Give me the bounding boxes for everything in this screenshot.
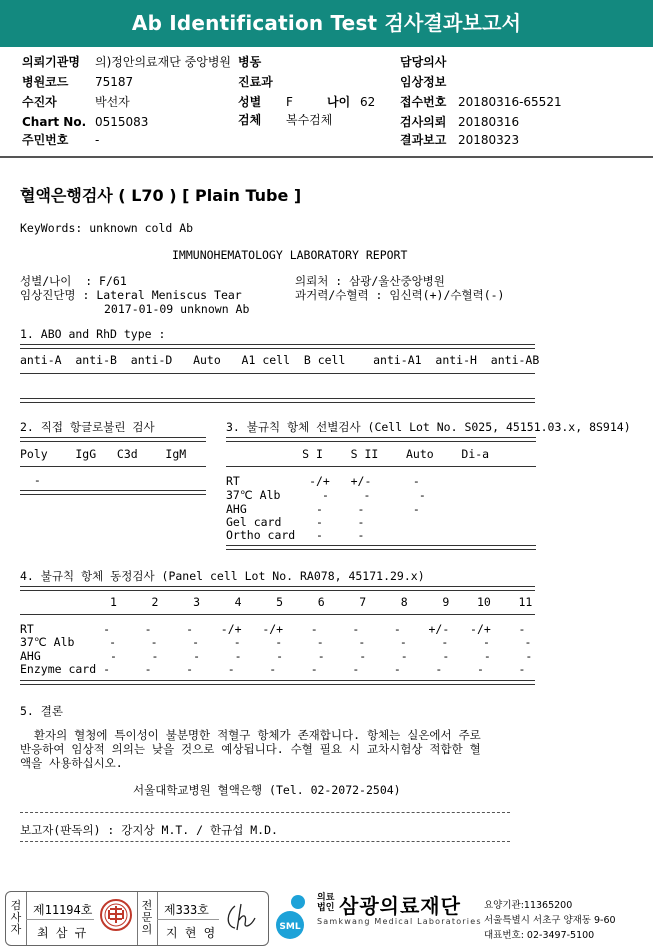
screen-row: 37℃ Alb - - - xyxy=(226,488,426,502)
screen-row: AHG - - - xyxy=(226,502,420,516)
reactivity-history: 과거력/수혈력 : 임신력(+)/수혈력(-) xyxy=(295,288,505,302)
brand-prefix: 의료 법인 xyxy=(317,893,335,913)
abo-top-rule xyxy=(20,344,535,349)
panel-top-rule xyxy=(20,586,535,591)
report-title: Ab Identification Test 검사결과보고서 xyxy=(0,0,653,47)
abo-bottom-rule xyxy=(20,398,535,403)
conclusion-line: 반응하여 임상적 의의는 낮을 것으로 예상됩니다. 수혈 필요 시 교차시험상 적합한 혈 xyxy=(20,742,481,756)
examiner-name: 최 삼 규 xyxy=(37,926,87,940)
conclusion-title: 5. 결론 xyxy=(20,704,63,718)
value-test-request: 20180316 xyxy=(458,115,520,129)
label-test-request: 검사의뢰 xyxy=(400,115,447,129)
doctor-license: 제333호 xyxy=(164,903,209,917)
doctor-label: 전 문 의 xyxy=(141,899,153,936)
lab-report-title: IMMUNOHEMATOLOGY LABORATORY REPORT xyxy=(172,248,408,262)
label-ward: 병동 xyxy=(238,55,262,69)
svg-text:SML: SML xyxy=(279,922,301,932)
value-age: 62 xyxy=(360,95,376,109)
client: 의뢰처 : 삼광/울산중앙병원 xyxy=(295,274,445,288)
examiner-seal xyxy=(99,898,133,932)
dat-bottom-rule xyxy=(20,490,206,495)
examiner-label: 검 사 자 xyxy=(10,899,22,936)
value-sex: F xyxy=(286,95,293,109)
label-resident-no: 주민번호 xyxy=(22,133,69,147)
dat-top-rule xyxy=(20,437,206,442)
header-divider xyxy=(0,156,653,158)
brand-phone: 대표번호: 02-3497-5100 xyxy=(484,930,595,941)
label-sex: 성별 xyxy=(238,95,262,109)
abo-mid-rule xyxy=(20,373,535,374)
diagnosis: 임상진단명 : Lateral Meniscus Tear xyxy=(20,288,242,302)
screen-mid-rule xyxy=(226,466,536,467)
diagnosis-line2: 2017-01-09 unknown Ab xyxy=(104,302,250,316)
sex-age: 성별/나이 : F/61 xyxy=(20,274,127,288)
panel-row: Enzyme card - - - - - - - - - - - xyxy=(20,662,526,676)
reporter-bottom-rule xyxy=(20,841,510,842)
value-hospital-code: 75187 xyxy=(95,75,134,89)
signature-row-divider xyxy=(26,919,94,920)
screen-headers: S I S II Auto Di-a xyxy=(226,447,490,461)
value-chart-no: 0515083 xyxy=(95,115,149,129)
value-patient: 박선자 xyxy=(95,95,130,109)
panel-row: RT - - - -/+ -/+ - - - +/- -/+ - xyxy=(20,622,526,636)
abo-headers: anti-A anti-B anti-D Auto A1 cell B cell anti-A1 anti-H anti-AB xyxy=(20,353,540,367)
section-title: 혈액은행검사 ( L70 ) [ Plain Tube ] xyxy=(20,186,302,205)
brand-name: 삼광의료재단 xyxy=(339,894,461,918)
value-receipt-no: 20180316-65521 xyxy=(458,95,562,109)
brand-address: 서울특별시 서초구 양재동 9-60 xyxy=(484,915,616,926)
label-department: 진료과 xyxy=(238,75,273,89)
label-doctor: 담당의사 xyxy=(400,55,447,69)
doctor-signature xyxy=(221,900,261,936)
license-number: 요양기관:11365200 xyxy=(484,900,573,911)
label-chart-no: Chart No. xyxy=(22,115,87,129)
keywords: KeyWords: unknown cold Ab xyxy=(20,221,194,235)
screen-row: RT -/+ +/- - xyxy=(226,474,420,488)
value-specimen: 복수검체 xyxy=(286,113,333,127)
screen-title: 3. 불규칙 항체 선별검사 (Cell Lot No. S025, 45151.03.x, 8S914) xyxy=(226,420,631,434)
label-clinical-info: 임상정보 xyxy=(400,75,447,89)
signature-row-divider xyxy=(157,919,219,920)
label-receipt-no: 접수번호 xyxy=(400,95,447,109)
panel-headers: 1 2 3 4 5 6 7 8 9 10 11 xyxy=(20,595,533,609)
conclusion-line: 환자의 혈청에 특이성이 불분명한 적혈구 항체가 존재합니다. 항체는 실온에서 주로 xyxy=(20,728,481,742)
value-result-report: 20180323 xyxy=(458,133,520,147)
panel-row: 37℃ Alb - - - - - - - - - - - xyxy=(20,635,532,649)
label-specimen: 검체 xyxy=(238,113,262,127)
abo-title: 1. ABO and RhD type : xyxy=(20,327,166,341)
signature-divider xyxy=(137,892,138,945)
reporter-top-rule xyxy=(20,812,510,813)
dat-mid-rule xyxy=(20,466,206,467)
screen-bottom-rule xyxy=(226,545,536,550)
sml-logo-icon xyxy=(270,892,312,940)
value-resident-no: - xyxy=(95,133,100,147)
panel-title: 4. 불규칙 항체 동정검사 (Panel cell Lot No. RA078, 45171.29.x) xyxy=(20,569,425,583)
dat-values: - xyxy=(20,473,41,487)
label-requesting-org: 의뢰기관명 xyxy=(22,55,80,69)
screen-row: Gel card - - xyxy=(226,515,365,529)
label-hospital-code: 병원코드 xyxy=(22,75,69,89)
panel-row: AHG - - - - - - - - - - - xyxy=(20,649,533,663)
doctor-name: 지 현 영 xyxy=(166,926,216,940)
dat-headers: Poly IgG C3d IgM xyxy=(20,447,187,461)
dat-title: 2. 직접 항글로불린 검사 xyxy=(20,420,155,434)
panel-bottom-rule xyxy=(20,680,535,685)
reporter: 보고자(판독의) : 강지상 M.T. / 한규섭 M.D. xyxy=(20,823,278,837)
screen-top-rule xyxy=(226,437,536,442)
hospital-contact: 서울대학교병원 혈액은행 (Tel. 02-2072-2504) xyxy=(133,783,401,797)
screen-row: Ortho card - - xyxy=(226,528,365,542)
signature-box xyxy=(5,891,269,946)
conclusion-line: 액을 사용하십시오. xyxy=(20,756,123,770)
brand-english: Samkwang Medical Laboratories xyxy=(317,917,482,926)
examiner-license: 제11194호 xyxy=(33,903,93,917)
label-result-report: 결과보고 xyxy=(400,133,447,147)
label-patient: 수진자 xyxy=(22,95,57,109)
label-age: 나이 xyxy=(327,95,351,109)
value-requesting-org: 의)정안의료재단 중앙병원 xyxy=(95,55,232,69)
panel-mid-rule xyxy=(20,614,535,615)
